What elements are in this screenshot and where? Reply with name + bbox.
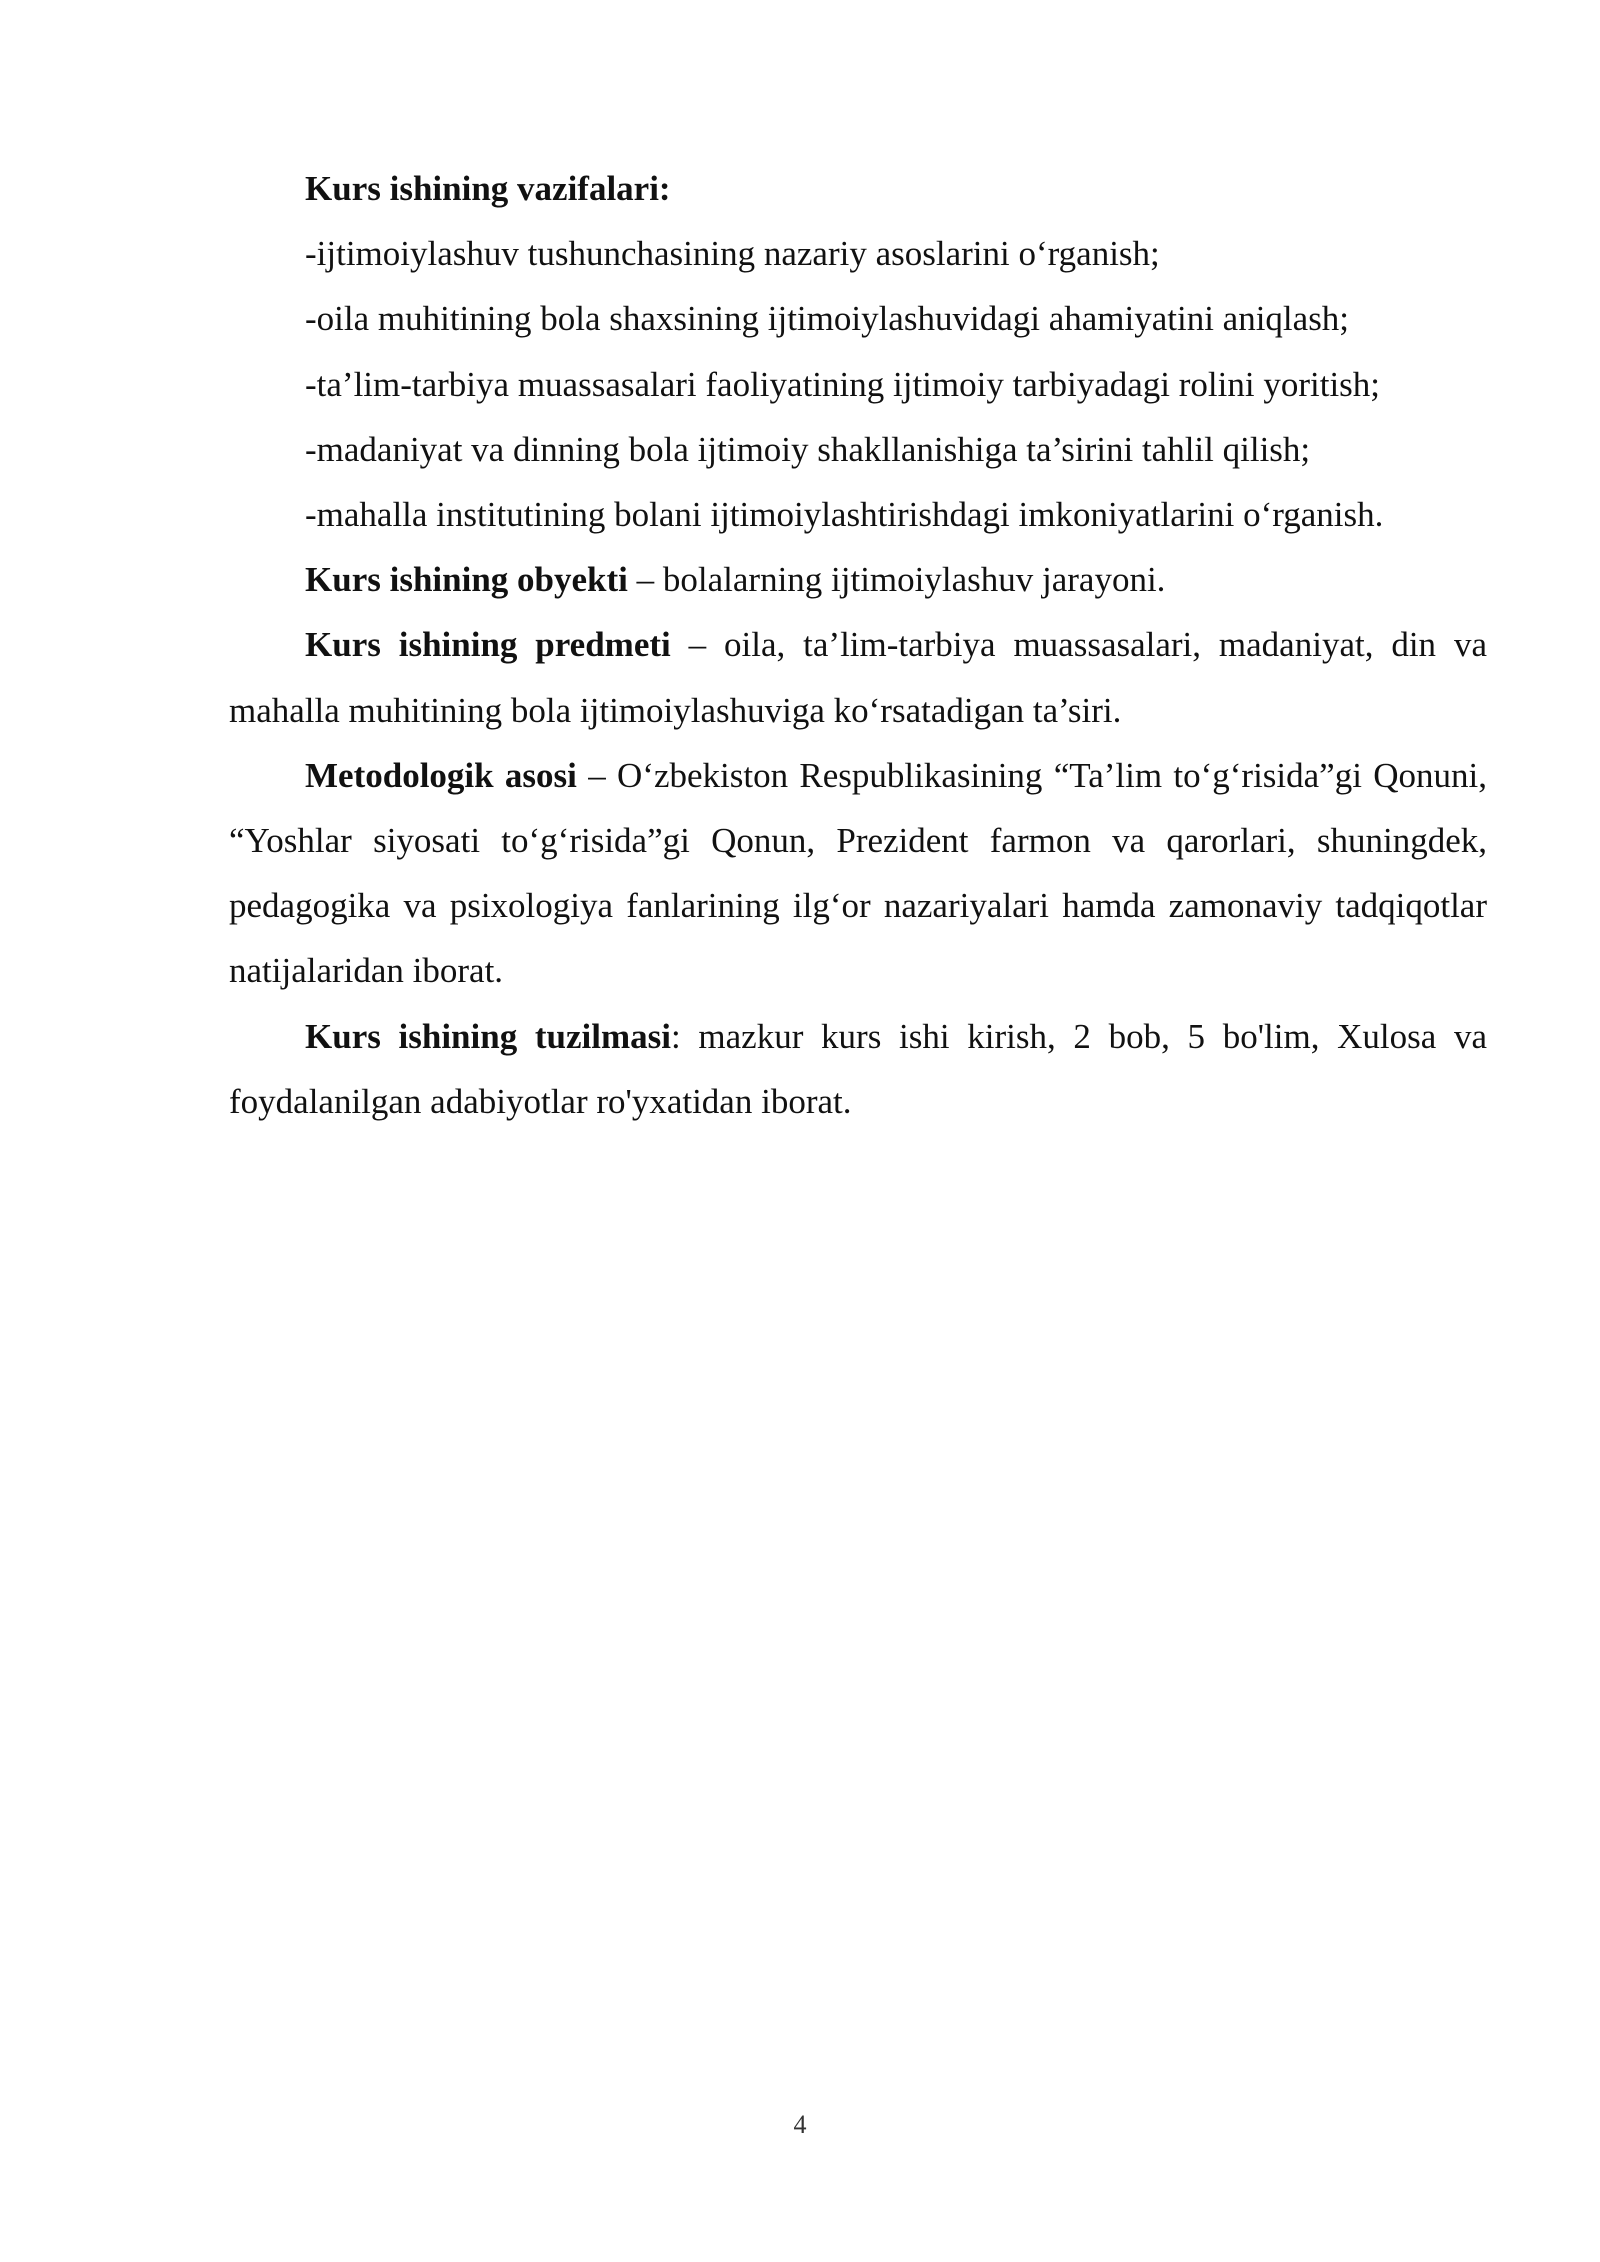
- task-item: -mahalla institutining bolani ijtimoiylashtirishdagi imkoniyatlarini o‘rganish.: [305, 495, 1384, 535]
- object-paragraph: [229, 547, 1487, 612]
- methodology-text: – O‘zbekiston Respublikasining “Ta’lim to‘g‘risida”gi Qonuni, “Yoshlar siyosati to‘g‘risida”gi Qonun, Prezident farmon va qarorlari, shuningdek, pedagogika va psixologiya fanlarining ilg‘or nazariyalari hamda zamonaviy tadqiqotlar natijalaridan iborat.: [229, 755, 1487, 991]
- object-text: – bolalarning ijtimoiylashuv jarayoni.: [627, 560, 1166, 600]
- object-label: Kurs ishining obyekti: [305, 560, 628, 600]
- task-item: -ijtimoiylashuv tushunchasining nazariy asoslarini o‘rganish;: [305, 234, 1160, 274]
- subject-paragraph: [229, 612, 1487, 742]
- tasks-heading: Kurs ishining vazifalari:: [305, 169, 671, 208]
- structure-label: Kurs ishining tuzilmasi: [305, 1016, 672, 1056]
- page-number: 4: [793, 2110, 807, 2139]
- task-item: -ta’lim-tarbiya muassasalari faoliyatining ijtimoiy tarbiyadagi rolini yoritish;: [305, 364, 1381, 404]
- methodology-paragraph: [229, 743, 1487, 1004]
- subject-label: Kurs ishining predmeti: [305, 625, 671, 665]
- document-body: [229, 156, 1487, 1134]
- structure-text: : mazkur kurs ishi kirish, 2 bob, 5 bo'lim, Xulosa va foydalanilgan adabiyotlar ro'yxatidan iborat.: [229, 1016, 1487, 1121]
- subject-text: – oila, ta’lim-tarbiya muassasalari, madaniyat, din va mahalla muhitining bola ijtimoiylashuviga ko‘rsatadigan ta’siri.: [229, 625, 1487, 730]
- task-item: -oila muhitining bola shaxsining ijtimoiylashuvidagi ahamiyatini aniqlash;: [305, 299, 1350, 339]
- methodology-label: Metodologik asosi: [305, 755, 577, 795]
- task-item: -madaniyat va dinning bola ijtimoiy shakllanishiga ta’sirini tahlil qilish;: [305, 429, 1311, 469]
- structure-paragraph: [229, 1004, 1487, 1134]
